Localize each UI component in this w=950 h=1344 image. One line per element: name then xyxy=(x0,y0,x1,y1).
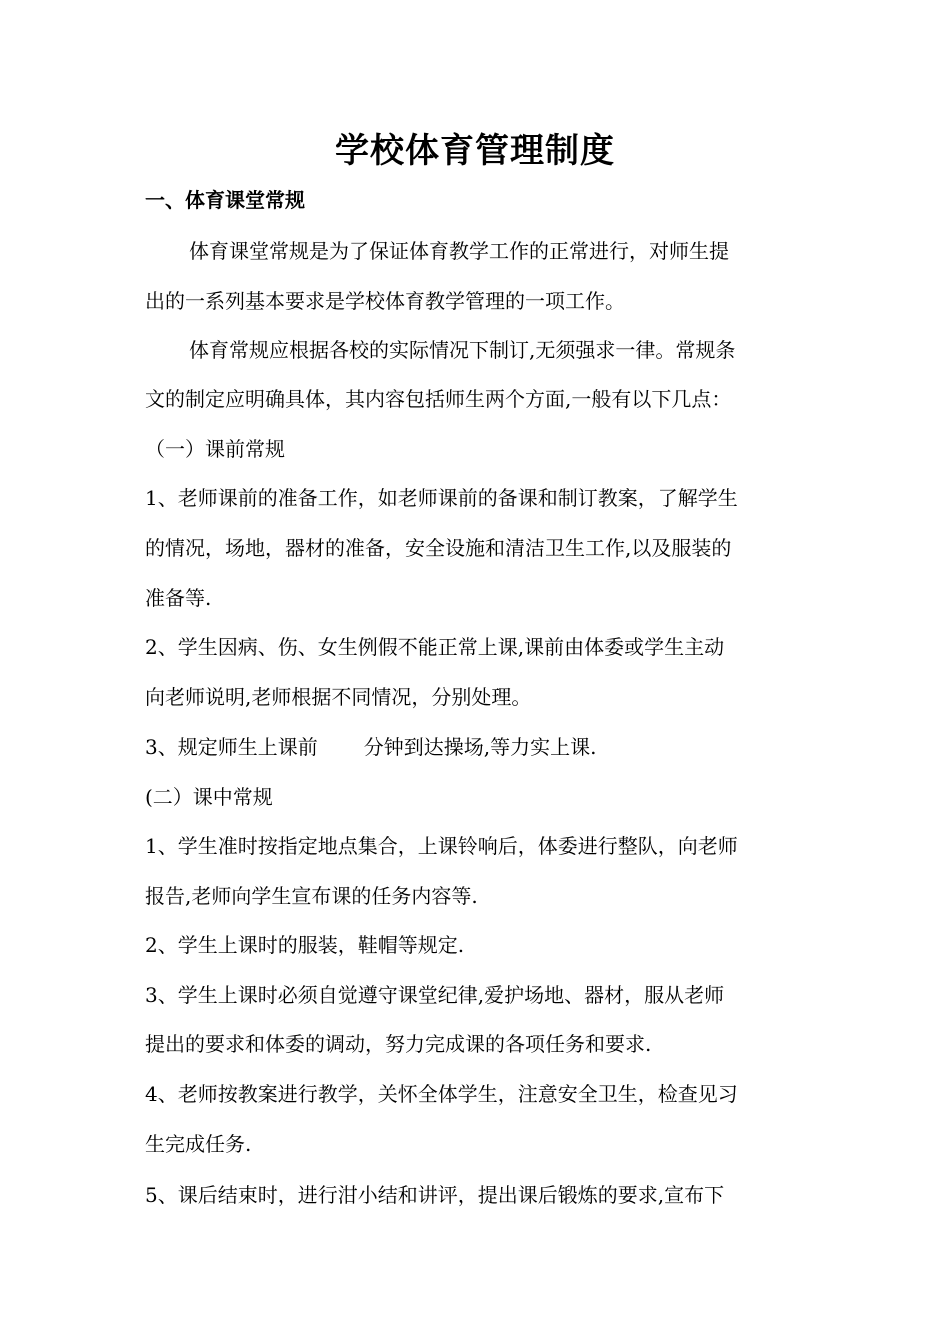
in-class-item-1-line-2: 报告,老师向学生宣布课的任务内容等. xyxy=(145,884,478,908)
in-class-item-1-line-1: 1、学生准时按指定地点集合，上课铃响后，体委进行整队，向老师 xyxy=(145,834,738,858)
pre-class-item-1-line-3: 准备等. xyxy=(145,586,212,610)
subsection-heading-in-class: (二）课中常规 xyxy=(145,785,273,809)
pre-class-item-3-part-1: 3、规定师生上课前 xyxy=(145,735,318,759)
in-class-item-2-line-1: 2、学生上课时的服装，鞋帽等规定. xyxy=(145,933,465,957)
pre-class-item-3-part-2: 分钟到达操场,等力实上课. xyxy=(363,735,597,759)
in-class-item-4-line-1: 4、老师按教案进行教学，关怀全体学生，注意安全卫生，检查见习 xyxy=(145,1082,738,1106)
pre-class-item-3 xyxy=(145,732,596,762)
in-class-item-5-line-1: 5、课后结束时，进行泔小结和讲评，提出课后锻炼的要求,宣布下 xyxy=(145,1183,725,1207)
in-class-item-3-line-2: 提出的要求和体委的调动，努力完成课的各项任务和要求. xyxy=(145,1032,652,1056)
intro-paragraph-2-line-1: 体育常规应根据各校的实际情况下制订,无须强求一律。常规条 xyxy=(189,338,736,362)
pre-class-item-2-line-2: 向老师说明,老师根据不同情况，分别处理。 xyxy=(145,685,532,709)
in-class-item-4-line-2: 生完成任务. xyxy=(145,1132,252,1156)
intro-paragraph-1-line-1: 体育课堂常规是为了保证体育教学工作的正常进行，对师生提 xyxy=(189,239,729,263)
intro-paragraph-1-line-2: 出的一系列基本要求是学校体育教学管理的一项工作。 xyxy=(145,289,625,313)
pre-class-item-2-line-1: 2、学生因病、伤、女生例假不能正常上课,课前由体委或学生主动 xyxy=(145,635,725,659)
in-class-item-3-line-1: 3、学生上课时必须自觉遵守课堂纪律,爱护场地、器材，服从老师 xyxy=(145,983,725,1007)
pre-class-item-1-line-2: 的情况，场地，器材的准备，安全设施和清洁卫生工作,以及服装的 xyxy=(145,536,732,560)
pre-class-item-1-line-1: 1、老师课前的准备工作，如老师课前的备课和制订教案，了解学生 xyxy=(145,486,738,510)
subsection-heading-pre-class: （一）课前常规 xyxy=(145,437,285,461)
document-title: 学校体育管理制度 xyxy=(335,131,615,171)
intro-paragraph-2-line-2: 文的制定应明确具体，其内容包括师生两个方面,一般有以下几点： xyxy=(145,387,732,411)
section-heading-1: 一、体育课堂常规 xyxy=(145,188,305,212)
